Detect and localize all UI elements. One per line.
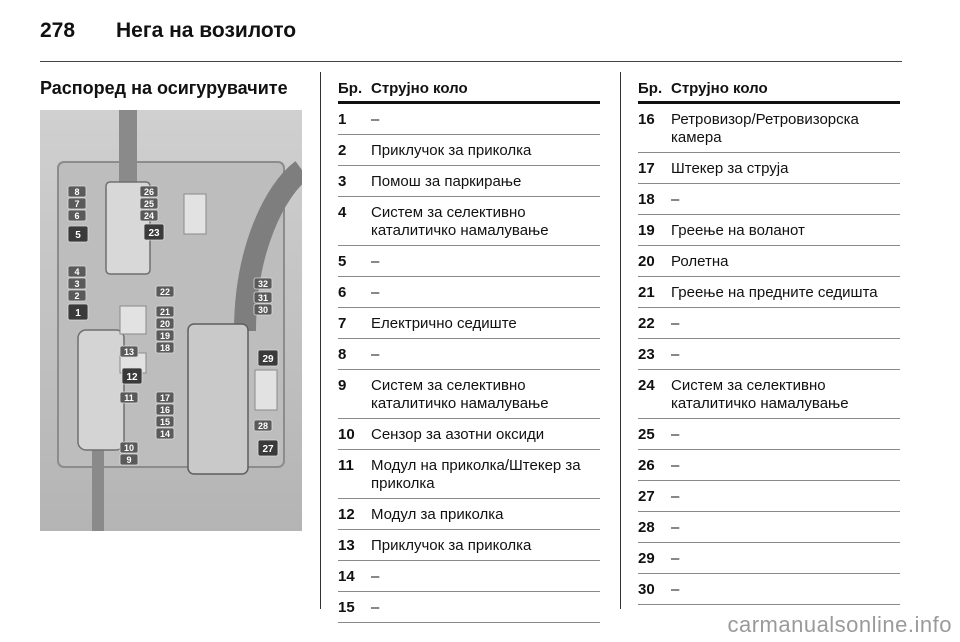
table-row [338, 499, 600, 530]
table-row [338, 104, 600, 135]
fuse-number: 15 [338, 599, 355, 616]
circuit-description: Греење на предните седишта [671, 284, 878, 301]
fuse-label [156, 404, 174, 415]
circuit-description: – [671, 315, 680, 332]
circuit-description: Систем за селективно каталитичко намалување [371, 377, 549, 412]
col-circuit-header: Струјно коло [371, 80, 468, 97]
fuse-number: 2 [338, 142, 347, 159]
fuse-label-text: 16 [159, 405, 171, 415]
table-header [638, 80, 900, 104]
fuse-label [258, 440, 278, 456]
circuit-description: Греење на воланот [671, 222, 805, 239]
fuse-label [68, 210, 86, 221]
fuse-table-right [638, 80, 900, 605]
fuse-label-text: 14 [159, 429, 171, 439]
table-row [338, 339, 600, 370]
circuit-description: – [371, 111, 380, 128]
table-row [338, 277, 600, 308]
fuse-label-text: 24 [143, 211, 155, 221]
circuit-description: Систем за селективно каталитичко намалување [671, 377, 849, 412]
connector-large [188, 324, 248, 474]
table-row [338, 197, 600, 246]
fuse-label [68, 304, 88, 320]
table-row [338, 530, 600, 561]
table-row [638, 246, 900, 277]
fuse-label [140, 210, 158, 221]
table-row [638, 104, 900, 153]
table-header [338, 80, 600, 104]
fuse-label-text: 3 [74, 279, 80, 289]
fuse-label [68, 186, 86, 197]
fuse-label [120, 346, 138, 357]
table-row [638, 481, 900, 512]
fuse-number: 1 [338, 111, 347, 128]
col-no-header: Бр. [638, 80, 663, 97]
fuse-box-diagram [40, 110, 302, 531]
fuse-label-text: 29 [262, 354, 274, 365]
fuse-label-text: 32 [257, 279, 269, 289]
fuse-number: 5 [338, 253, 347, 270]
fuse-label [258, 350, 278, 366]
table-row [638, 215, 900, 246]
table-body [338, 104, 600, 623]
col-no-header: Бр. [338, 80, 363, 97]
header-rule [40, 61, 902, 62]
fuse-label-text: 1 [75, 308, 81, 319]
fuse-label-text: 8 [74, 187, 80, 197]
fuse-label [68, 266, 86, 277]
table-row [338, 166, 600, 197]
table-row [338, 561, 600, 592]
table-row [338, 370, 600, 419]
fuse-label [68, 278, 86, 289]
fuse-number: 28 [638, 519, 655, 536]
circuit-description: – [671, 550, 680, 567]
fuse-number: 7 [338, 315, 347, 332]
fuse-label-text: 20 [159, 319, 171, 329]
fuse-label-text: 21 [159, 307, 171, 317]
fuse-number: 14 [338, 568, 355, 585]
fuse-label [156, 306, 174, 317]
fuse-label-text: 28 [257, 421, 269, 431]
fuse-label [120, 392, 138, 403]
fuse-label [254, 420, 272, 431]
relay-d [255, 370, 277, 410]
fuse-label [120, 442, 138, 453]
fuse-label-text: 26 [143, 187, 155, 197]
fuse-label-text: 23 [148, 228, 160, 239]
fuse-label [122, 368, 142, 384]
connector-left [78, 330, 124, 450]
table-row [638, 153, 900, 184]
relay-c [184, 194, 206, 234]
circuit-description: Сензор за азотни оксиди [371, 426, 545, 443]
fuse-label-text: 12 [126, 372, 138, 383]
fuse-number: 3 [338, 173, 347, 190]
fuse-number: 21 [638, 284, 655, 301]
fuse-label [254, 304, 272, 315]
fuse-label-text: 19 [159, 331, 171, 341]
fuse-label-text: 13 [123, 347, 135, 357]
fuse-label-text: 11 [124, 393, 134, 403]
fuse-number: 29 [638, 550, 655, 567]
table-row [638, 574, 900, 605]
fuse-number: 4 [338, 204, 347, 221]
fuse-label-text: 7 [74, 199, 80, 209]
table-row [638, 419, 900, 450]
table-row [338, 450, 600, 499]
fuse-number: 20 [638, 253, 655, 270]
table-row [638, 450, 900, 481]
fuse-label-text: 10 [123, 443, 135, 453]
circuit-description: – [671, 581, 680, 598]
fuse-number: 22 [638, 315, 655, 332]
circuit-description: Ретровизор/Ретровизорска камера [671, 111, 859, 146]
table-row [638, 184, 900, 215]
page-title: Нега на возилото [116, 19, 297, 42]
circuit-description: Приклучок за приколка [371, 142, 532, 159]
fuse-number: 9 [338, 377, 347, 394]
watermark: carmanualsonline.info [727, 612, 952, 637]
circuit-description: Помош за паркирање [371, 173, 522, 190]
circuit-description: Модул на приколка/Штекер за приколка [371, 457, 581, 492]
fuse-label-text: 31 [257, 293, 269, 303]
column-divider-right [620, 72, 621, 609]
circuit-description: – [371, 599, 380, 616]
section-heading: Распоред на осигурувачите [40, 78, 288, 98]
fuse-number: 13 [338, 537, 355, 554]
fuse-label-text: 30 [257, 305, 269, 315]
fuse-label [156, 416, 174, 427]
fuse-number: 19 [638, 222, 655, 239]
fuse-label-text: 2 [74, 291, 80, 301]
fuse-label [144, 224, 164, 240]
fuse-number: 8 [338, 346, 347, 363]
fuse-number: 6 [338, 284, 347, 301]
fuse-label [140, 198, 158, 209]
fuse-number: 11 [338, 457, 354, 474]
table-row [638, 308, 900, 339]
table-row [638, 339, 900, 370]
circuit-description: – [671, 191, 680, 208]
fuse-label-text: 4 [74, 267, 80, 277]
fuse-label [68, 226, 88, 242]
table-row [338, 419, 600, 450]
table-row [338, 592, 600, 623]
circuit-description: Приклучок за приколка [371, 537, 532, 554]
table-body [638, 104, 900, 605]
circuit-description: Ролетна [671, 253, 729, 270]
relay-a [120, 306, 146, 334]
fuse-label [140, 186, 158, 197]
fuse-number: 10 [338, 426, 355, 443]
circuit-description: Електрично седиште [371, 315, 517, 332]
fuse-label-text: 27 [262, 444, 274, 455]
fuse-number: 27 [638, 488, 655, 505]
fuse-label-text: 25 [143, 199, 155, 209]
table-row [638, 277, 900, 308]
table-row [338, 246, 600, 277]
table-row [638, 512, 900, 543]
column-divider-left [320, 72, 321, 609]
fuse-number: 26 [638, 457, 655, 474]
circuit-description: – [671, 457, 680, 474]
fuse-label [156, 428, 174, 439]
fuse-number: 18 [638, 191, 655, 208]
fuse-label [254, 278, 272, 289]
fuse-number: 17 [638, 160, 655, 177]
fuse-label [68, 290, 86, 301]
fuse-label [156, 330, 174, 341]
circuit-description: – [671, 488, 680, 505]
fuse-label [254, 292, 272, 303]
fuse-label-text: 18 [159, 343, 171, 353]
circuit-description: – [371, 284, 380, 301]
fuse-label [68, 198, 86, 209]
table-row [338, 135, 600, 166]
circuit-description: – [371, 568, 380, 585]
fuse-number: 23 [638, 346, 655, 363]
fuse-label-text: 15 [159, 417, 171, 427]
circuit-description: – [671, 519, 680, 536]
table-row [638, 370, 900, 419]
fuse-label-text: 9 [126, 455, 132, 465]
fuse-number: 24 [638, 377, 655, 394]
circuit-description: Модул за приколка [371, 506, 504, 523]
fuse-label-text: 17 [159, 393, 171, 403]
fuse-label [156, 342, 174, 353]
fuse-label-text: 6 [74, 211, 80, 221]
page-number: 278 [40, 19, 76, 42]
fuse-label-text: 5 [75, 230, 81, 241]
fuse-number: 30 [638, 581, 655, 598]
fuse-label [156, 286, 174, 297]
fuse-label-text: 22 [159, 287, 171, 297]
table-row [638, 543, 900, 574]
circuit-description: – [371, 253, 380, 270]
circuit-description: Систем за селективно каталитичко намалување [371, 204, 549, 239]
fuse-label [120, 454, 138, 465]
circuit-description: Штекер за струја [671, 160, 789, 177]
circuit-description: – [671, 346, 680, 363]
fuse-label [156, 392, 174, 403]
circuit-description: – [371, 346, 380, 363]
fuse-number: 16 [638, 111, 655, 128]
circuit-description: – [671, 426, 680, 443]
fuse-table-left [338, 80, 600, 623]
table-row [338, 308, 600, 339]
col-circuit-header: Струјно коло [671, 80, 768, 97]
fuse-number: 12 [338, 506, 355, 523]
fuse-number: 25 [638, 426, 655, 443]
fuse-label [156, 318, 174, 329]
